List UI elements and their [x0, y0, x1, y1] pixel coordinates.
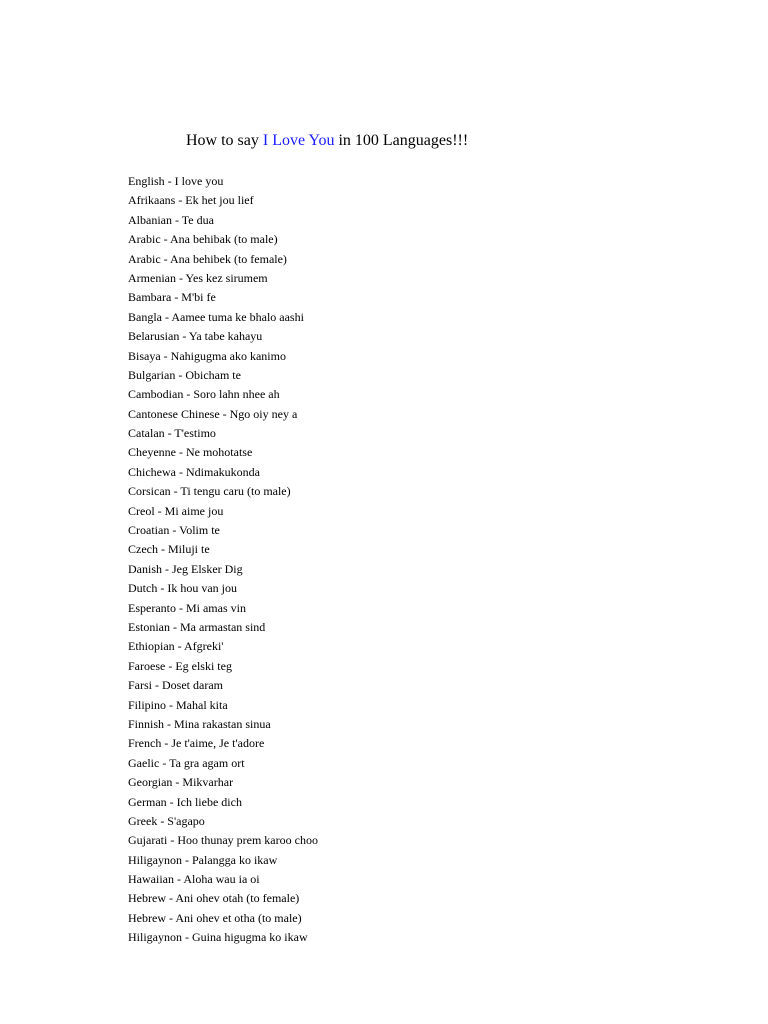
language-entry: Cambodian - Soro lahn nhee ah — [128, 387, 280, 402]
language-entry: Hebrew - Ani ohev et otha (to male) — [128, 910, 302, 925]
language-entry: Faroese - Eg elski teg — [128, 658, 232, 673]
language-entry: English - I love you — [128, 174, 224, 188]
language-entry: Georgian - Mikvarhar — [128, 775, 234, 790]
language-entry: Greek - S'agapo — [128, 813, 205, 828]
language-entry: Albanian - Te dua — [128, 212, 214, 227]
language-entry: Czech - Miluji te — [128, 542, 210, 557]
language-entry: Gujarati - Hoo thunay prem karoo choo — [128, 833, 318, 848]
language-entry: Estonian - Ma armastan sind — [128, 619, 266, 634]
language-entry: Filipino - Mahal kita — [128, 697, 228, 712]
language-entry: Croatian - Volim te — [128, 523, 220, 538]
language-entry: Armenian - Yes kez sirumem — [128, 270, 268, 285]
title-prefix: How to say — [186, 132, 263, 149]
language-entry: Farsi - Doset daram — [128, 678, 223, 693]
language-entry: Esperanto - Mi amas vin — [128, 600, 246, 615]
language-entry: Dutch - Ik hou van jou — [128, 581, 237, 596]
language-entry: Bisaya - Nahigugma ako kanimo — [128, 348, 286, 363]
language-entry: Afrikaans - Ek het jou lief — [128, 193, 254, 208]
language-entry: Arabic - Ana behibek (to female) — [128, 251, 287, 266]
language-list — [128, 172, 318, 948]
page-title — [186, 130, 468, 152]
language-entry: Hiligaynon - Palangga ko ikaw — [128, 852, 278, 867]
language-entry: Cantonese Chinese - Ngo oiy ney a — [128, 406, 298, 421]
language-entry: Bulgarian - Obicham te — [128, 367, 241, 382]
language-entry: Hawaiian - Aloha wau ia oi — [128, 872, 260, 887]
title-suffix: in 100 Languages!!! — [334, 132, 469, 149]
language-entry: Arabic - Ana behibak (to male) — [128, 232, 278, 247]
language-entry: Bambara - M'bi fe — [128, 290, 216, 305]
language-entry: German - Ich liebe dich — [128, 794, 242, 809]
language-entry: Belarusian - Ya tabe kahayu — [128, 329, 263, 344]
language-entry: Ethiopian - Afgreki' — [128, 639, 224, 654]
language-entry: Hebrew - Ani ohev otah (to female) — [128, 891, 300, 906]
language-entry: Danish - Jeg Elsker Dig — [128, 561, 243, 576]
language-entry: Hiligaynon - Guina higugma ko ikaw — [128, 930, 308, 945]
language-entry: Bangla - Aamee tuma ke bhalo aashi — [128, 309, 304, 324]
language-entry: Catalan - T'estimo — [128, 426, 216, 441]
language-entry: Chichewa - Ndimakukonda — [128, 464, 260, 479]
language-entry: Corsican - Ti tengu caru (to male) — [128, 484, 291, 499]
language-entry: Finnish - Mina rakastan sinua — [128, 716, 271, 731]
title-highlight: I Love You — [262, 132, 335, 149]
language-entry: Cheyenne - Ne mohotatse — [128, 445, 253, 460]
language-entry: Creol - Mi aime jou — [128, 503, 224, 518]
language-entry: French - Je t'aime, Je t'adore — [128, 736, 265, 751]
language-entry: Gaelic - Ta gra agam ort — [128, 755, 245, 770]
